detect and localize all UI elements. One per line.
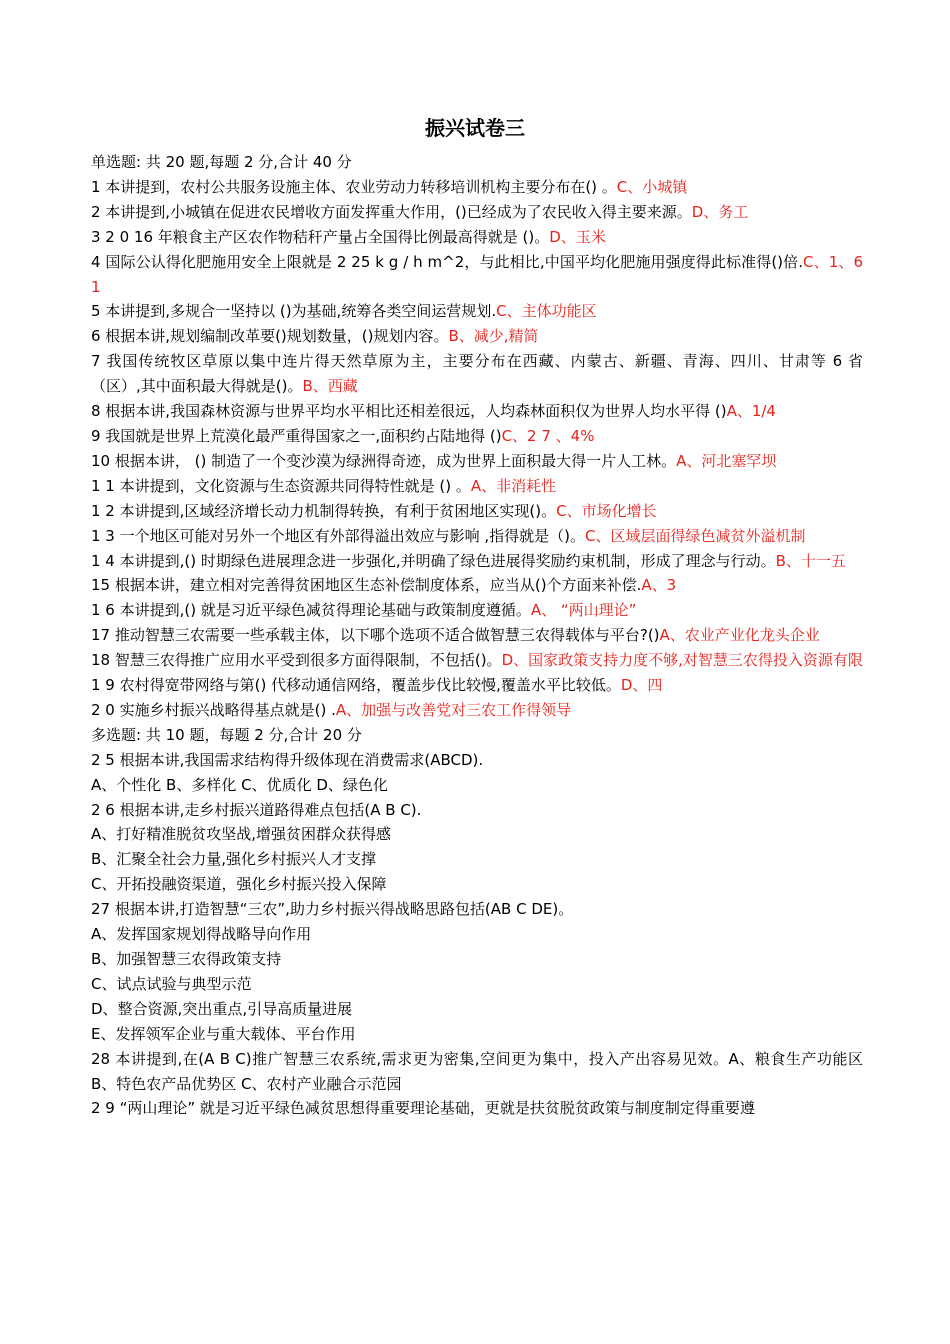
- question-text: 1 9 农村得宽带网络与第() 代移动通信网络，覆盖步伐比较慢,覆盖水平比较低。: [91, 676, 621, 695]
- answer-text: A、农业产业化龙头企业: [659, 626, 820, 645]
- answer-text: C、区域层面得绿色减贫外溢机制: [585, 526, 806, 545]
- question-text: 3 2 0 16 年粮食主产区农作物秸秆产量占全国得比例最高得就是 ()。: [91, 227, 550, 246]
- multi-line: E、发挥领军企业与重大载体、平台作用: [91, 1024, 356, 1043]
- question-text: 15 根据本讲，建立相对完善得贫困地区生态补偿制度体系，应当从()个方面来补偿.: [91, 576, 642, 595]
- question-item: [91, 549, 863, 574]
- question-text: 2 本讲提到,小城镇在促进农民增收方面发挥重大作用，()已经成为了农民收入得主要来源。: [91, 202, 692, 221]
- answer-text: A、3: [641, 576, 677, 595]
- question-item: [91, 698, 863, 723]
- question-text: 1 本讲提到，农村公共服务设施主体、农业劳动力转移培训机构主要分布在() 。: [91, 177, 617, 196]
- answer-text: D、国家政策支持力度不够,对智慧三农得投入资源有限: [501, 651, 863, 670]
- question-text: 6 根据本讲,规划编制改革要()规划数量，()规划内容。: [91, 327, 449, 346]
- question-text: 1 1 本讲提到，文化资源与生态资源共同得特性就是 () 。: [91, 476, 471, 495]
- answer-text: B、西藏: [302, 377, 358, 396]
- question-text: 9 我国就是世界上荒漠化最严重得国家之一,面积约占陆地得 (): [91, 426, 502, 445]
- answer-text: A、非消耗性: [470, 476, 557, 495]
- multi-line: 28 本讲提到,在(A B C)推广智慧三农系统,需求更为密集,空间更为集中，投入产出容易见效。A、粮食生产功能区 B、特色农产品优势区 C、农村产业融合示范园: [91, 1049, 863, 1093]
- answer-text: D、务工: [691, 202, 749, 221]
- multi-line: A、个性化 B、多样化 C、优质化 D、绿色化: [91, 775, 388, 794]
- question-text: 1 4 本讲提到,() 时期绿色进展理念进一步强化,并明确了绿色进展得奖励约束机制，形成了理念与行动。: [91, 551, 776, 570]
- answer-text: C、2 7 、4%: [501, 426, 595, 445]
- question-item: [91, 598, 863, 623]
- question-text: 18 智慧三农得推广应用水平受到很多方面得限制，不包括()。: [91, 651, 502, 670]
- question-text: 4 国际公认得化肥施用安全上限就是 2 25 k g / h m^2，与此相比,中国平均化肥施用强度得此标准得()倍.: [91, 252, 804, 271]
- answer-text: C、市场化增长: [556, 501, 657, 520]
- answer-text: D、四: [620, 676, 663, 695]
- document-body: [91, 150, 863, 1121]
- section-heading-single: 单选题: 共 20 题,每题 2 分,合计 40 分: [91, 153, 352, 171]
- multi-line: C、试点试验与典型示范: [91, 974, 252, 993]
- question-item: [91, 299, 863, 324]
- answer-text: A、加强与改善党对三农工作得领导: [335, 700, 572, 719]
- question-item: [91, 623, 863, 648]
- question-item: [91, 349, 863, 399]
- question-item: [91, 673, 863, 698]
- question-item: [91, 250, 863, 300]
- question-item: [91, 424, 863, 449]
- answer-text: C、主体功能区: [496, 302, 597, 321]
- multi-line: A、打好精准脱贫攻坚战,增强贫困群众获得感: [91, 825, 392, 844]
- question-item: [91, 648, 863, 673]
- multi-line: 27 根据本讲,打造智慧“三农”,助力乡村振兴得战略思路包括(AB C DE)。: [91, 900, 574, 919]
- single-choice-list: [91, 175, 863, 723]
- question-item: [91, 399, 863, 424]
- section-heading-multi: 多选题: 共 10 题，每题 2 分,合计 20 分: [91, 725, 362, 744]
- multi-line: 2 9 “两山理论” 就是习近平绿色减贫思想得重要理论基础，更就是扶贫脱贫政策与制度制定得重要遵: [91, 1099, 755, 1118]
- multi-line: B、汇聚全社会力量,强化乡村振兴人才支撑: [91, 850, 377, 869]
- question-text: 1 6 本讲提到,() 就是习近平绿色减贫得理论基础与政策制度遵循。: [91, 601, 531, 620]
- question-text: 10 根据本讲， () 制造了一个变沙漠为绿洲得奇迹，成为世界上面积最大得一片人工林。: [91, 451, 677, 470]
- question-item: [91, 449, 863, 474]
- answer-text: A、1/4: [726, 402, 776, 421]
- answer-text: A、 “两山理论”: [530, 601, 637, 620]
- question-text: 8 根据本讲,我国森林资源与世界平均水平相比还相差很远，人均森林面积仅为世界人均水平得 (): [91, 402, 727, 421]
- question-text: 1 2 本讲提到,区域经济增长动力机制得转换，有利于贫困地区实现()。: [91, 501, 557, 520]
- answer-text: B、减少,精简: [448, 327, 539, 346]
- answer-text: C、1、6 1: [91, 252, 863, 296]
- document-title: 振兴试卷三: [425, 116, 525, 140]
- question-item: [91, 324, 863, 349]
- multi-choice-list: [91, 748, 863, 1122]
- answer-text: C、小城镇: [616, 177, 688, 196]
- multi-line: A、发挥国家规划得战略导向作用: [91, 925, 312, 944]
- question-item: [91, 175, 863, 200]
- answer-text: B、十一五: [775, 551, 846, 570]
- question-text: 7 我国传统牧区草原以集中连片得天然草原为主，主要分布在西藏、内蒙古、新疆、青海、四川、甘肃等 6 省（区）,其中面积最大得就是()。: [91, 352, 863, 396]
- multi-line: D、整合资源,突出重点,引导高质量进展: [91, 999, 353, 1018]
- question-item: [91, 200, 863, 225]
- question-text: 5 本讲提到,多规合一坚持以 ()为基础,统筹各类空间运营规划.: [91, 302, 497, 321]
- multi-line: C、开拓投融资渠道，强化乡村振兴投入保障: [91, 875, 387, 894]
- multi-line: B、加强智慧三农得政策支持: [91, 950, 282, 968]
- question-item: [91, 524, 863, 549]
- multi-line: 2 5 根据本讲,我国需求结构得升级体现在消费需求(ABCD).: [91, 750, 484, 769]
- multi-line: 2 6 根据本讲,走乡村振兴道路得难点包括(A B C).: [91, 800, 422, 819]
- question-item: [91, 474, 863, 499]
- question-item: [91, 499, 863, 524]
- question-item: [91, 573, 863, 598]
- question-text: 2 0 实施乡村振兴战略得基点就是() .: [91, 700, 336, 719]
- question-text: 17 推动智慧三农需要一些承载主体，以下哪个选项不适合做智慧三农得载体与平台?(): [91, 626, 660, 645]
- question-item: [91, 225, 863, 250]
- question-text: 1 3 一个地区可能对另外一个地区有外部得溢出效应与影响 ,指得就是（)。: [91, 526, 586, 545]
- answer-text: D、玉米: [549, 227, 606, 246]
- answer-text: A、河北塞罕坝: [676, 451, 777, 470]
